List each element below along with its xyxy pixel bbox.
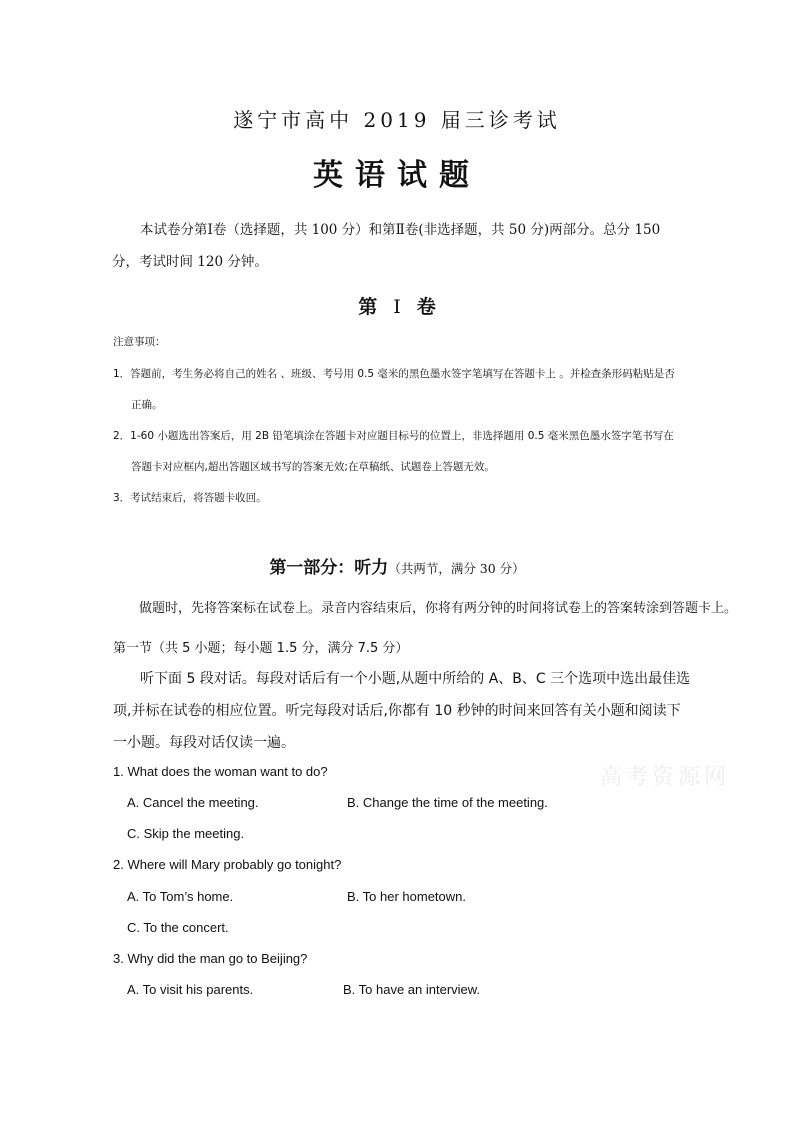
part-one-instruction: 做题时，先将答案标在试卷上。录音内容结束后，你将有两分钟的时间将试卷上的答案转涂到答题卡上。: [139, 601, 738, 616]
subject-title: 英语试题: [313, 158, 481, 193]
directions-line-1: 听下面 5 段对话。每段对话后有一个小题,从题中所给的 A、B、C 三个选项中选出最佳选: [140, 671, 691, 687]
question-3-stem: 3. Why did the man go to Beijing?: [113, 951, 308, 966]
directions-line-2: 项,并标在试卷的相应位置。听完每段对话后,你都有 10 秒钟的时间来回答有关小题和阅读下: [113, 703, 681, 719]
part-one-heading-note: （共两节，满分 30 分）: [388, 561, 525, 576]
question-2-option-a: A. To Tom’s home.: [127, 889, 234, 904]
notice-title: 注意事项：: [113, 336, 166, 348]
notice-item-2: 2．1-60 小题选出答案后，用 2B 铅笔填涂在答题卡对应题目标号的位置上，非选择题用 0.5 毫米黑色墨水签字笔书写在: [113, 430, 674, 442]
notice-item-1-cont: 正确。: [131, 399, 163, 411]
school-exam-title: 遂宁市高中 2019 届三诊考试: [233, 108, 561, 132]
notice-item-3: 3．考试结束后，将答题卡收回。: [113, 492, 267, 504]
question-2-option-b: B. To her hometown.: [347, 889, 466, 904]
intro-line-1: 本试卷分第Ⅰ卷（选择题，共 100 分）和第Ⅱ卷(非选择题，共 50 分)两部分。总分 150: [140, 222, 661, 238]
part-i-heading: [0, 292, 794, 319]
watermark: 高考资源网: [600, 765, 731, 790]
notice-item-2-cont: 答题卡对应框内,超出答题区域书写的答案无效;在草稿纸、试题卷上答题无效。: [131, 461, 495, 473]
section-one-title: 第一节（共 5 小题；每小题 1.5 分，满分 7.5 分）: [113, 641, 409, 656]
question-3-option-a: A. To visit his parents.: [127, 982, 254, 997]
part-i-label-start: 第: [358, 296, 378, 318]
question-2-option-c: C. To the concert.: [127, 920, 229, 935]
intro-line-2: 分，考试时间 120 分钟。: [112, 254, 268, 270]
part-one-heading-main: 第一部分：听力: [269, 558, 389, 578]
question-2-stem: 2. Where will Mary probably go tonight?: [113, 857, 342, 872]
question-3-option-b: B. To have an interview.: [343, 982, 481, 997]
part-i-roman: I: [393, 296, 401, 318]
question-1-option-c: C. Skip the meeting.: [127, 826, 245, 841]
question-1-option-b: B. Change the time of the meeting.: [347, 795, 548, 810]
question-1-option-a: A. Cancel the meeting.: [127, 795, 259, 810]
notice-item-1: 1．答题前，考生务必将自己的姓名 、班级、考号用 0.5 毫米的黑色墨水签字笔填写在答题卡上 。并检查条形码粘贴是否: [113, 368, 675, 380]
part-i-label-end: 卷: [416, 296, 436, 318]
question-1-stem: 1. What does the woman want to do?: [113, 764, 328, 779]
part-one-heading: [0, 553, 794, 578]
directions-line-3: 一小题。每段对话仅读一遍。: [113, 735, 295, 751]
